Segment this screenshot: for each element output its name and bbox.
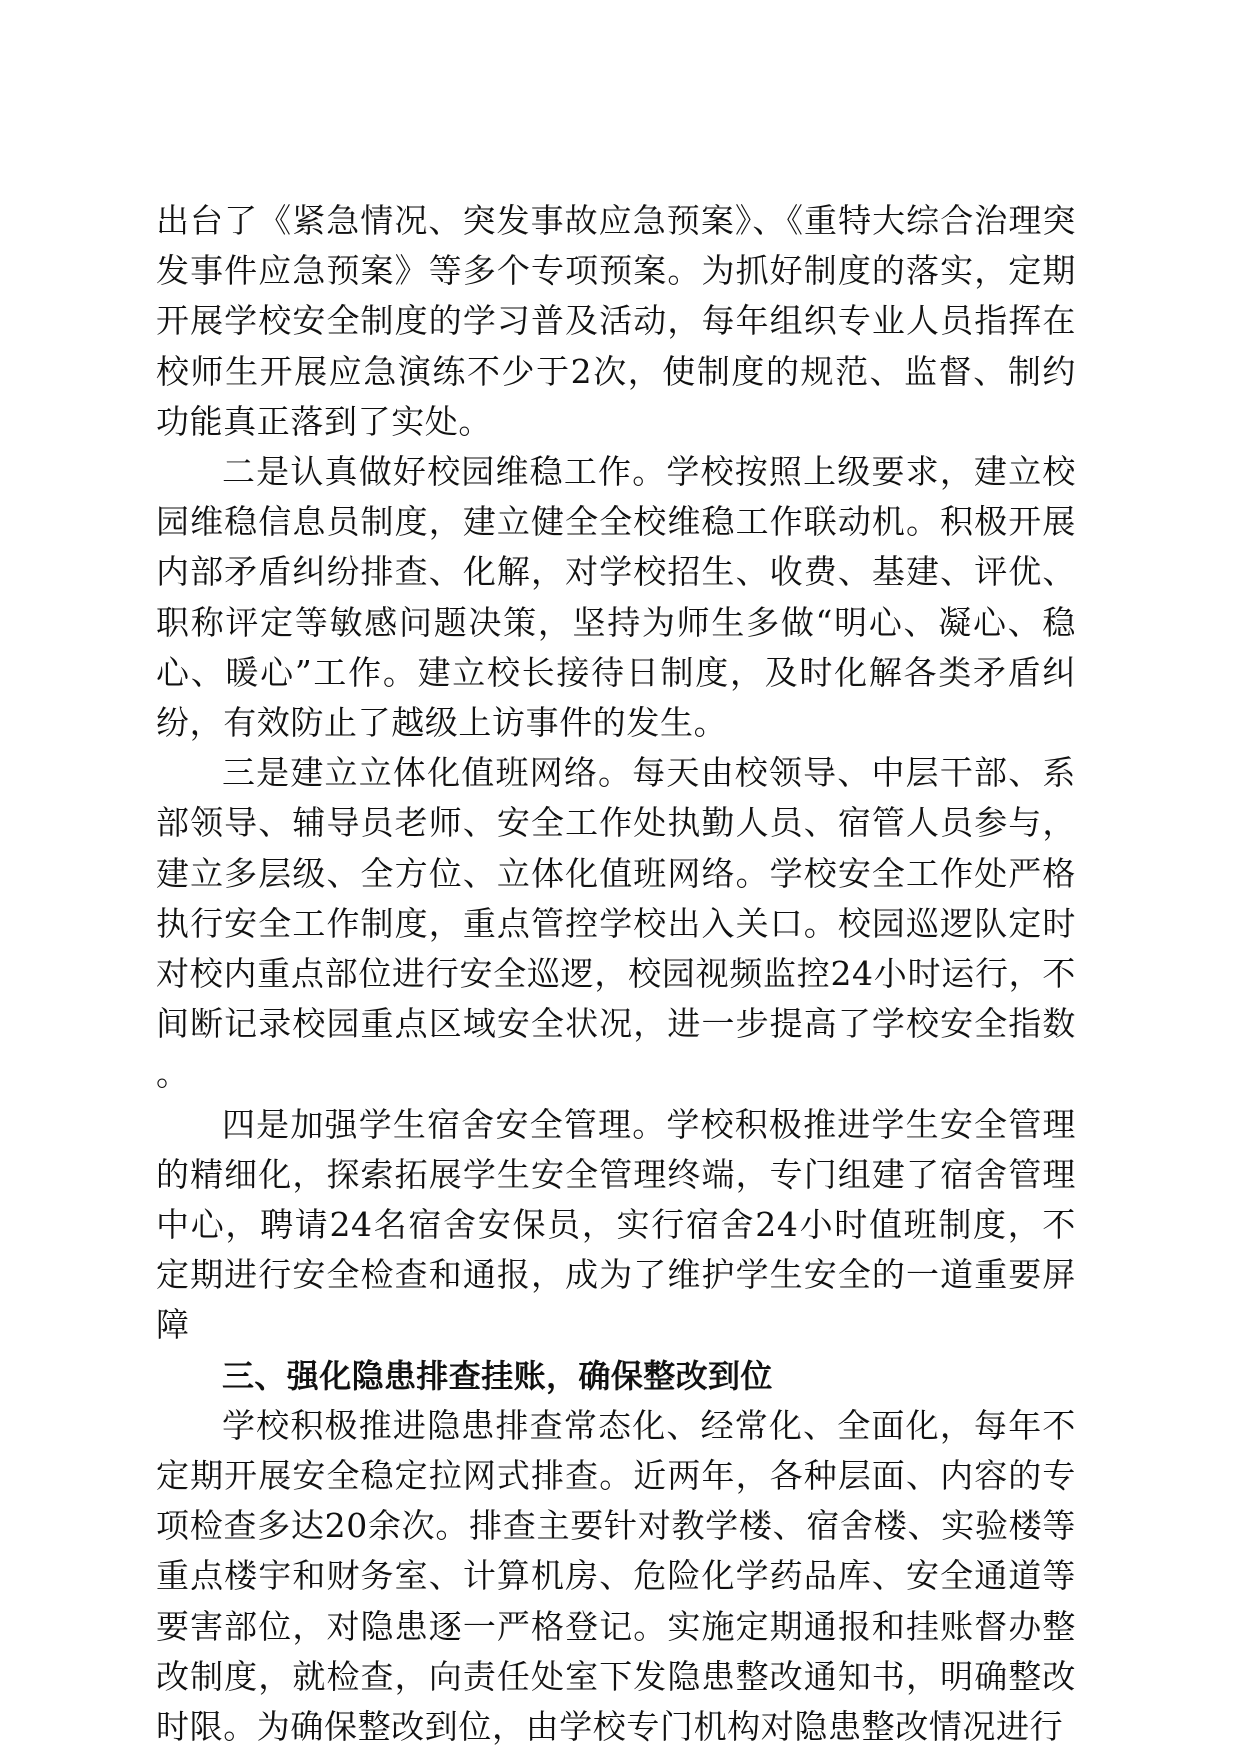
paragraph-dormitory-safety: 四是加强学生宿舍安全管理。学校积极推进学生安全管理的精细化，探索拓展学生安全管理终端，专门组建了宿舍管理中心，聘请24名宿舍安保员，实行宿舍24小时值班制度，不定期进行安全检查和通报，成为了维护学生安全的一道重要屏障 xyxy=(156,1104,1076,1345)
paragraph-duty-network: 三是建立立体化值班网络。每天由校领导、中层干部、系部领导、辅导员老师、安全工作处执勤人员、宿管人员参与，建立多层级、全方位、立体化值班网络。学校安全工作处严格执行安全工作制度，重点管控学校出入关口。校园巡逻队定时对校内重点部位进行安全巡逻，校园视频监控24小时运行，不间断记录校园重点区域安全状况，进一步提高了学校安全指数。 xyxy=(156,753,1076,1094)
paragraph-hazard-inspection: 学校积极推进隐患排查常态化、经常化、全面化，每年不定期开展安全稳定拉网式排查。近两年，各种层面、内容的专项检查多达20余次。排查主要针对教学楼、宿舍楼、实验楼等重点楼宇和财务室、计算机房、危险化学药品库、安全通道等要害部位，对隐患逐一严格登记。实施定期通报和挂账督办整改制度，就检查，向责任处室下发隐患整改通知书，明确整改时限。为确保整改到位，由学校专门机构对隐患整改情况进行 xyxy=(156,1405,1076,1747)
paragraph-campus-stability: 二是认真做好校园维稳工作。学校按照上级要求，建立校园维稳信息员制度，建立健全全校维稳工作联动机。积极开展内部矛盾纠纷排查、化解，对学校招生、收费、基建、评优、职称评定等敏感问题决策，坚持为师生多做“明心、凝心、稳心、暖心”工作。建立校长接待日制度，及时化解各类矛盾纠纷，有效防止了越级上访事件的发生。 xyxy=(156,452,1076,743)
paragraph-emergency-plans: 出台了《紧急情况、突发事故应急预案》、《重特大综合治理突发事件应急预案》等多个专项预案。为抓好制度的落实，定期开展学校安全制度的学习普及活动，每年组织专业人员指挥在校师生开展应急演练不少于2次，使制度的规范、监督、制约功能真正落到了实处。 xyxy=(156,201,1076,441)
document-body xyxy=(156,196,1076,1752)
section-heading-hazard-inspection: 三、强化隐患排查挂账，确保整改到位 xyxy=(222,1356,773,1395)
